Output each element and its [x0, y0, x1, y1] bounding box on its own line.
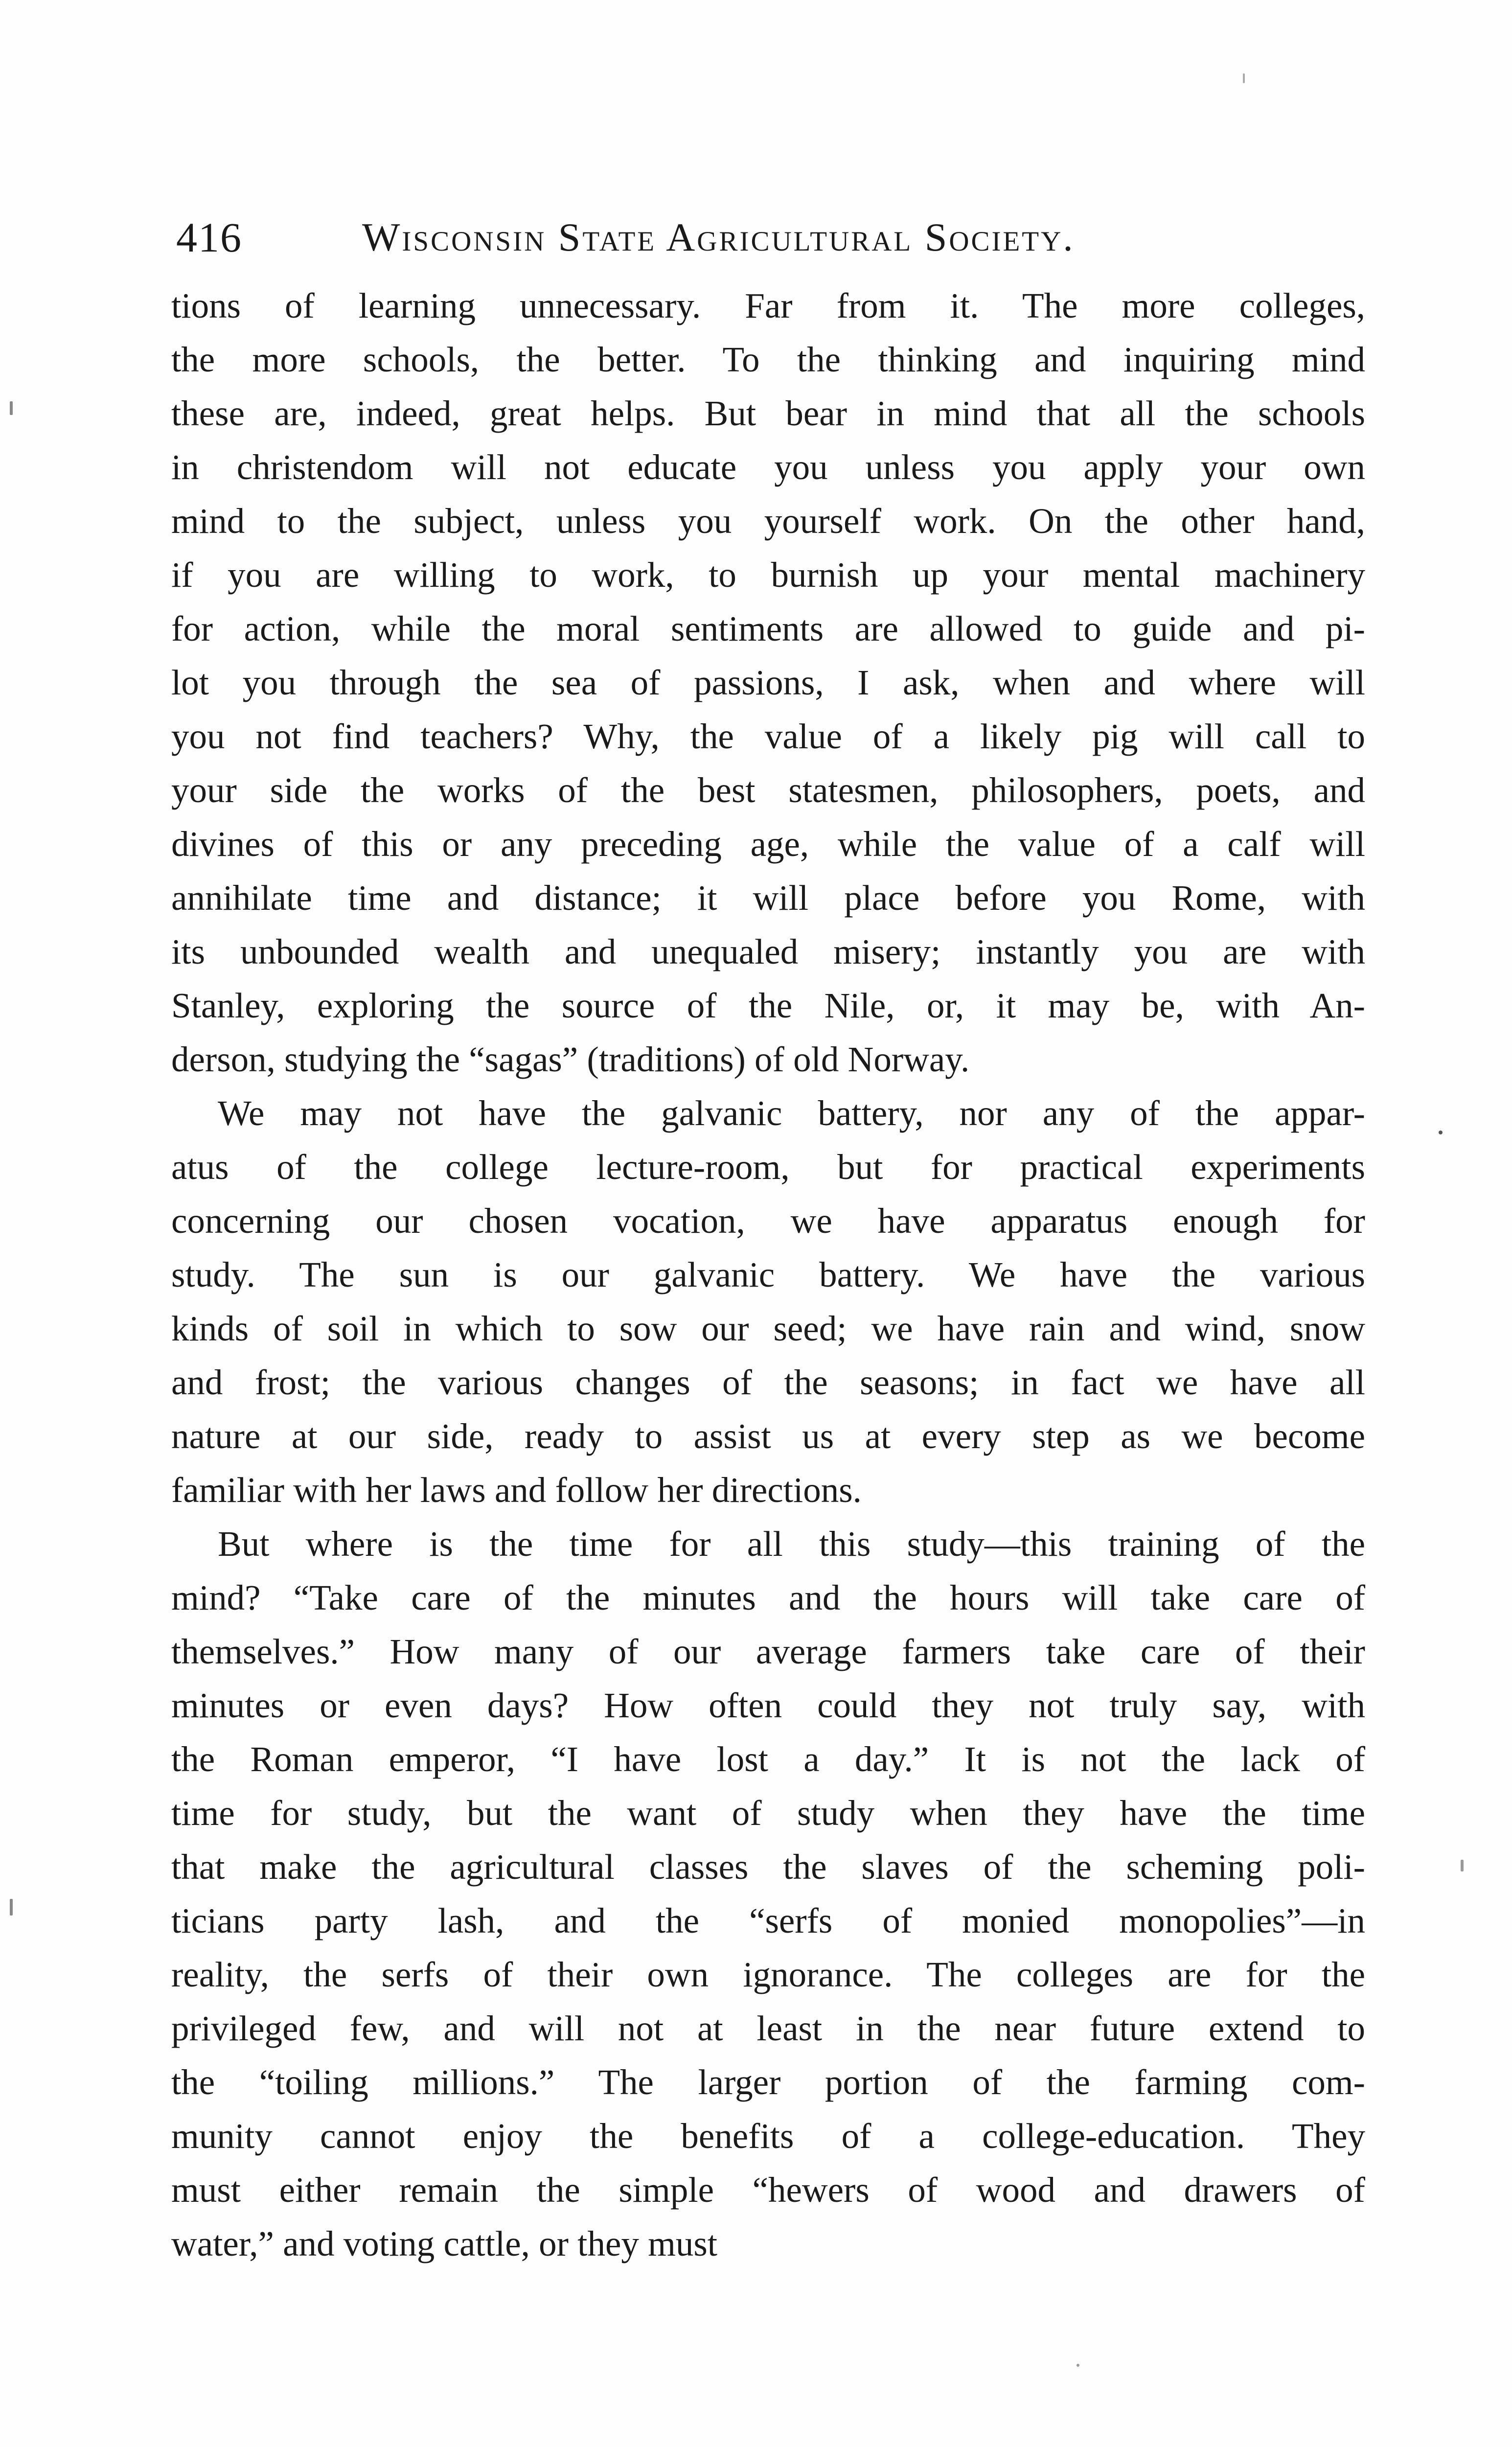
text-line: the “toiling millions.” The larger portion of the farming com-	[171, 2062, 1365, 2102]
paragraph-2	[171, 1086, 1365, 1517]
text-line: themselves.” How many of our average farmers take care of their	[171, 1632, 1365, 1671]
page-number: 416	[176, 214, 242, 261]
text-line: water,” and voting cattle, or they must	[171, 2224, 718, 2263]
text-line: if you are willing to work, to burnish up your mental machinery	[171, 555, 1365, 595]
scan-speck	[10, 401, 13, 415]
text-line: tions of learning unnecessary. Far from it. The more colleges,	[171, 286, 1365, 325]
text-line: kinds of soil in which to sow our seed; we have rain and wind, snow	[171, 1309, 1365, 1348]
page-header	[176, 210, 1360, 264]
text-line: time for study, but the want of study when they have the time	[171, 1793, 1365, 1833]
paragraph-1	[171, 279, 1365, 1086]
text-line: But where is the time for all this study—this training of the	[218, 1524, 1365, 1564]
text-line: the Roman emperor, “I have lost a day.” It is not the lack of	[171, 1739, 1365, 1779]
text-line: nature at our side, ready to assist us at every step as we become	[171, 1416, 1365, 1456]
scan-speck	[1243, 73, 1245, 83]
text-line: familiar with her laws and follow her directions.	[171, 1470, 862, 1510]
text-line: that make the agricultural classes the slaves of the scheming poli-	[171, 1847, 1365, 1887]
text-line: lot you through the sea of passions, I ask, when and where will	[171, 663, 1365, 702]
text-line: these are, indeed, great helps. But bear in mind that all the schools	[171, 393, 1365, 433]
text-line: you not find teachers? Why, the value of a likely pig will call to	[171, 716, 1365, 756]
text-line: mind? “Take care of the minutes and the hours will take care of	[171, 1578, 1365, 1617]
text-line: atus of the college lecture-room, but for practical experiments	[171, 1147, 1365, 1187]
text-line: concerning our chosen vocation, we have apparatus enough for	[171, 1201, 1365, 1241]
text-line: your side the works of the best statesmen, philosophers, poets, and	[171, 770, 1365, 810]
text-line: annihilate time and distance; it will place before you Rome, with	[171, 878, 1365, 918]
scan-speck	[1439, 1131, 1443, 1134]
text-line: in christendom will not educate you unless you apply your own	[171, 447, 1365, 487]
running-title: Wisconsin State Agricultural Society.	[362, 215, 1075, 259]
text-line: derson, studying the “sagas” (traditions) of old Norway.	[171, 1039, 970, 1079]
scan-speck	[1077, 2364, 1079, 2367]
scan-speck	[10, 1899, 13, 1916]
text-line: mind to the subject, unless you yourself work. On the other hand,	[171, 501, 1365, 541]
text-line: study. The sun is our galvanic battery. We have the various	[171, 1255, 1365, 1294]
paragraph-3	[171, 1517, 1365, 2271]
text-line: privileged few, and will not at least in the near future extend to	[171, 2008, 1365, 2048]
text-line: and frost; the various changes of the seasons; in fact we have all	[171, 1362, 1365, 1402]
text-line: munity cannot enjoy the benefits of a college-education. They	[171, 2116, 1365, 2156]
text-line: must either remain the simple “hewers of wood and drawers of	[171, 2170, 1365, 2210]
text-line: the more schools, the better. To the thinking and inquiring mind	[171, 340, 1365, 379]
text-line: for action, while the moral sentiments are allowed to guide and pi-	[171, 609, 1365, 648]
body-text	[171, 279, 1365, 2271]
text-line: reality, the serfs of their own ignorance. The colleges are for the	[171, 1955, 1365, 1994]
text-line: minutes or even days? How often could they not truly say, with	[171, 1685, 1365, 1725]
scan-speck	[1461, 1860, 1464, 1871]
text-line: divines of this or any preceding age, while the value of a calf will	[171, 824, 1365, 864]
text-line: its unbounded wealth and unequaled misery; instantly you are with	[171, 932, 1365, 971]
text-line: Stanley, exploring the source of the Nile, or, it may be, with An-	[171, 986, 1365, 1025]
text-line: ticians party lash, and the “serfs of monied monopolies”—in	[171, 1901, 1365, 1940]
text-line: We may not have the galvanic battery, nor any of the appar-	[218, 1093, 1365, 1133]
